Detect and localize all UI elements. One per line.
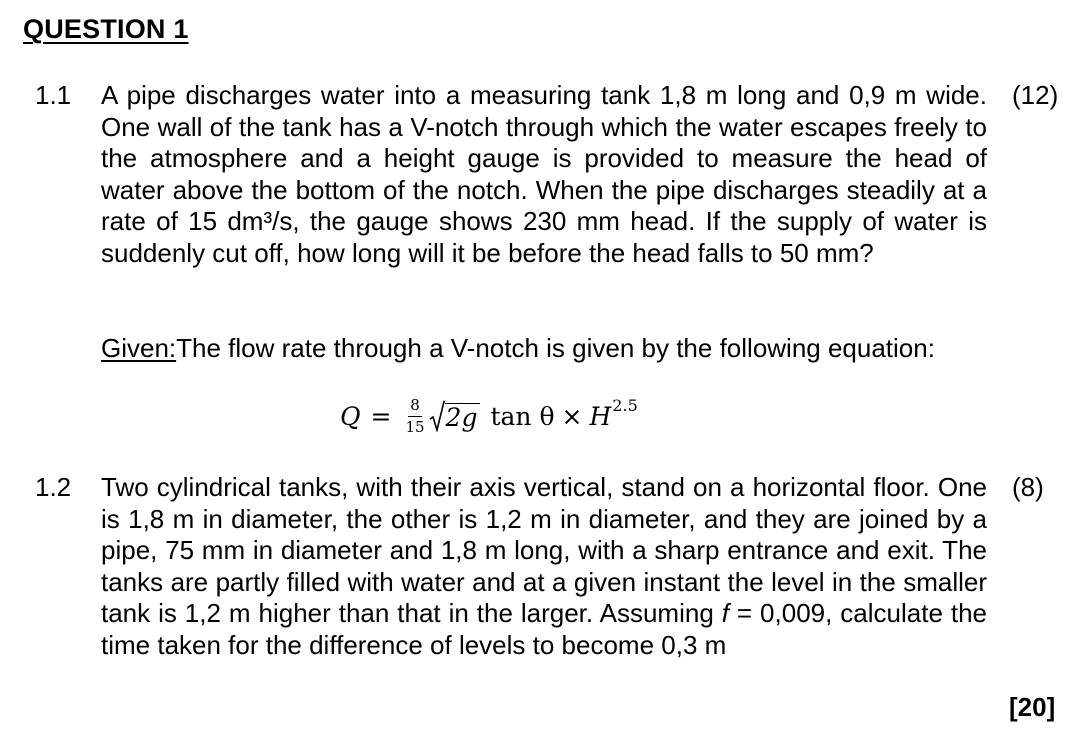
formula-h: H bbox=[589, 401, 612, 431]
question-heading: QUESTION 1 bbox=[23, 14, 189, 44]
question-1-2-number: 1.2 bbox=[35, 472, 72, 502]
given-label: Given: bbox=[101, 333, 177, 363]
given-line bbox=[101, 333, 935, 365]
fraction-denominator: 15 bbox=[405, 417, 425, 436]
formula-exponent: 2.5 bbox=[612, 395, 638, 415]
total-marks: [20] bbox=[1009, 692, 1056, 722]
fraction-numerator: 8 bbox=[408, 397, 422, 417]
question-1-2-marks: (8) bbox=[1012, 472, 1044, 502]
formula-q: Q bbox=[340, 401, 361, 431]
sqrt-sign-icon bbox=[429, 400, 445, 432]
question-1-2-text bbox=[101, 472, 987, 661]
formula-equals: = bbox=[370, 401, 392, 431]
question-1-1-marks: (12) bbox=[1012, 80, 1059, 110]
formula-times: × bbox=[561, 401, 583, 431]
formula-tan: tan θ bbox=[490, 401, 555, 431]
formula-fraction bbox=[405, 397, 424, 436]
given-text: The flow rate through a V-notch is given by the following equation: bbox=[176, 333, 935, 363]
question-1-2-text-part2: = 0,009, calculate the time taken for the difference of levels to become 0,3 m bbox=[101, 598, 987, 660]
sqrt-content: 2g bbox=[445, 403, 481, 432]
friction-factor-symbol: f bbox=[721, 598, 729, 628]
formula-sqrt bbox=[429, 400, 481, 432]
question-1-1-number: 1.1 bbox=[35, 80, 72, 110]
question-1-2-text-part1: Two cylindrical tanks, with their axis vertical, stand on a horizontal floor. One is 1,8 m in diameter, the other is 1,2 m in diameter, and they are joined by a pipe, 75 mm in diameter and 1,8 m long, with a sharp entrance and exit. The tanks are partly filled with water and at a given instant the level in the smaller tank is 1,2 m higher than that in the larger. Assuming bbox=[101, 472, 987, 628]
v-notch-formula bbox=[340, 388, 638, 444]
question-1-1-text: A pipe discharges water into a measuring tank 1,8 m long and 0,9 m wide. One wall of the tank has a V-notch through which the water escapes freely to the atmosphere and a height gauge is provided to measure the head of water above the bottom of the notch. When the pipe discharges steadily at a rate of 15 dm³/s, the gauge shows 230 mm head. If the supply of water is suddenly cut off, how long will it be before the head falls to 50 mm? bbox=[101, 80, 987, 268]
